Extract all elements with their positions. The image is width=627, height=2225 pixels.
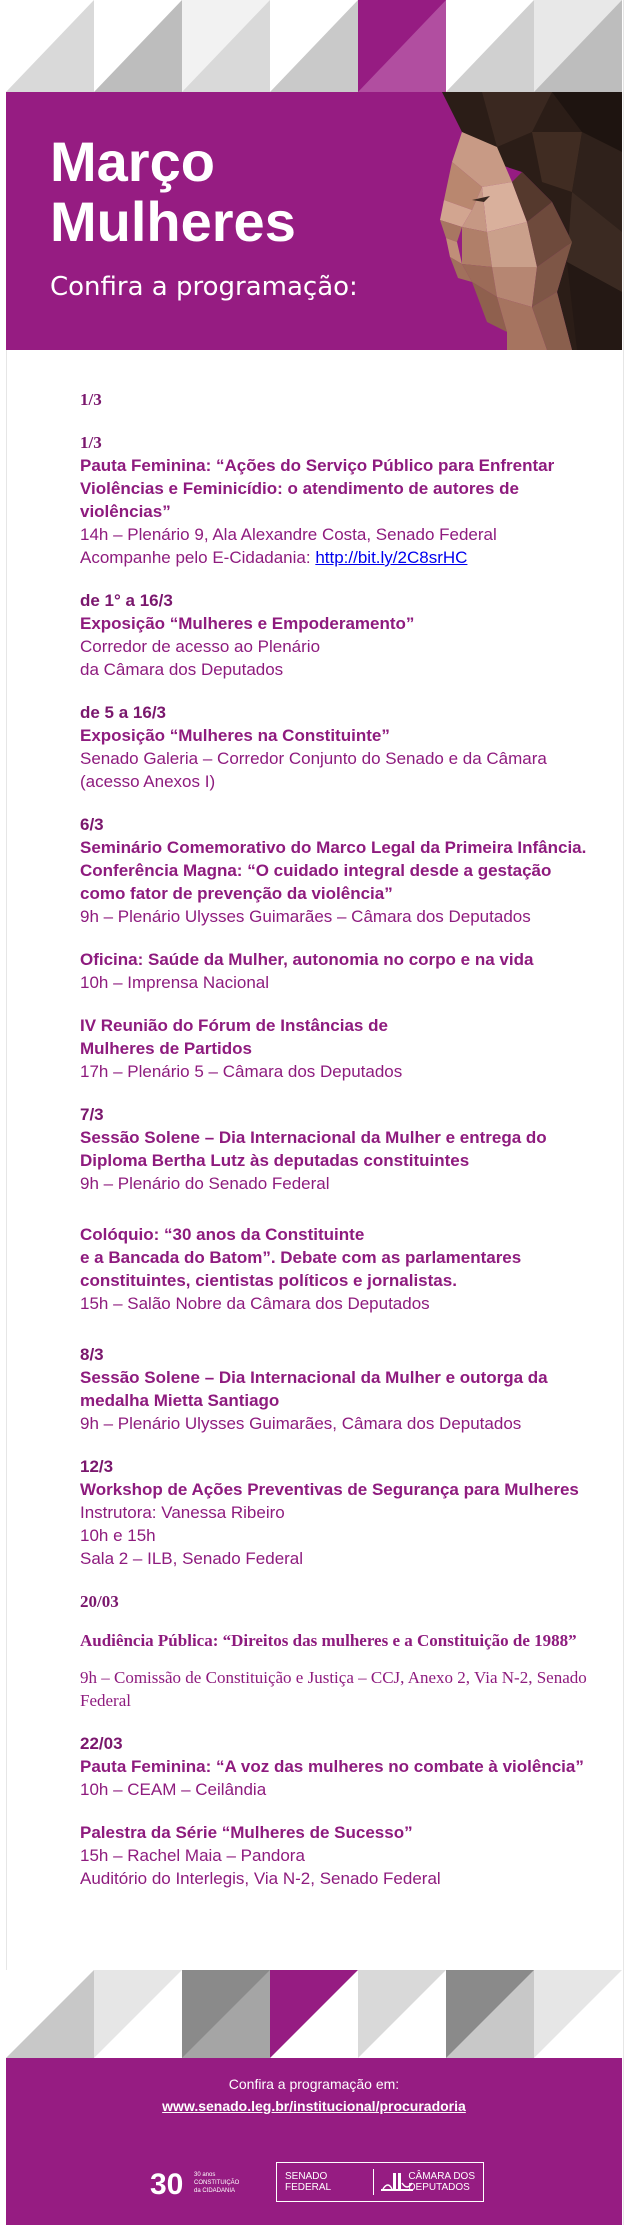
event-item	[80, 701, 600, 793]
bottom-triangle-band	[6, 1970, 622, 2058]
event-detail: 9h – Plenário do Senado Federal	[80, 1174, 330, 1193]
event-date: 1/3	[80, 433, 102, 452]
event-date: de 5 a 16/3	[80, 703, 167, 722]
logo-divider	[373, 2169, 374, 2195]
event-date: 22/03	[80, 1734, 123, 1753]
senado-federal-logo-text: SENADO FEDERAL	[285, 2171, 332, 2193]
header-banner	[6, 92, 622, 350]
event-title: Exposição “Mulheres e Empoderamento”	[80, 614, 415, 633]
page-subtitle: Confira a programação:	[50, 272, 358, 302]
event-item	[80, 1732, 600, 1801]
event-date: 1/3	[80, 390, 102, 409]
footer-link[interactable]: www.senado.leg.br/institucional/procuradoria	[162, 2098, 466, 2114]
event-item	[80, 431, 600, 569]
event-item	[80, 1455, 600, 1570]
event-detail: 10h e 15h	[80, 1526, 156, 1545]
ecidadania-link[interactable]: http://bit.ly/2C8srHC	[315, 548, 468, 567]
event-title-line	[80, 1478, 600, 1524]
top-triangle-band	[6, 0, 622, 92]
woman-profile-illustration	[322, 92, 622, 350]
event-item	[80, 1103, 600, 1195]
event-date: 20/03	[80, 1592, 119, 1611]
constituicao-30-anos-logo	[150, 2164, 240, 2202]
camara-deputados-logo-text: CÂMARA DOS DEPUTADOS	[408, 2171, 475, 2193]
event-detail-link-line: Acompanhe pelo E-Cidadania: http://bit.ly/2C8srHC	[80, 548, 468, 567]
footer	[6, 2058, 622, 2225]
event-detail: 9h – Plenário Ulysses Guimarães, Câmara dos Deputados	[80, 1414, 522, 1433]
senado-camara-logo	[276, 2162, 484, 2202]
event-item	[80, 948, 600, 994]
event-detail: 15h – Salão Nobre da Câmara dos Deputados	[80, 1294, 430, 1313]
logo-30-number: 30	[150, 2168, 184, 2201]
event-item	[80, 1014, 600, 1083]
event-title: Sessão Solene – Dia Internacional da Mulher e entrega do Diploma Bertha Lutz às deputadas constituintes	[80, 1128, 547, 1170]
event-title: Sessão Solene – Dia Internacional da Mulher e outorga da medalha Mietta Santiago	[80, 1368, 548, 1410]
event-title: Seminário Comemorativo do Marco Legal da Primeira Infância. Conferência Magna: “O cuidado integral desde a gestação como fator de prevenção da violência”	[80, 838, 587, 903]
event-detail: Corredor de acesso ao Plenário	[80, 637, 321, 656]
page-title: Março Mulheres	[50, 130, 296, 253]
event-detail: Auditório do Interlegis, Via N-2, Senado Federal	[80, 1869, 441, 1888]
event-item	[80, 1223, 600, 1315]
event-title: Pauta Feminina: “A voz das mulheres no combate à violência”	[80, 1757, 584, 1776]
event-title: Audiência Pública: “Direitos das mulheres e a Constituição de 1988”	[80, 1631, 577, 1650]
event-detail: Senado Galeria – Corredor Conjunto do Senado e da Câmara (acesso Anexos I)	[80, 749, 547, 791]
program-list	[80, 388, 600, 1910]
event-date: 12/3	[80, 1457, 114, 1476]
event-title: Exposição “Mulheres na Constituinte”	[80, 726, 390, 745]
event-date-header	[80, 388, 600, 411]
logo-30-icon	[150, 2164, 240, 2202]
event-detail: Sala 2 – ILB, Senado Federal	[80, 1549, 304, 1568]
event-title: Palestra da Série “Mulheres de Sucesso”	[80, 1823, 413, 1842]
event-item	[80, 813, 600, 928]
event-title: Colóquio: “30 anos da Constituinte	[80, 1225, 365, 1244]
event-title: Pauta Feminina: “Ações do Serviço Público para Enfrentar Violências e Feminicídio: o atendimento de autores de violências”	[80, 456, 555, 521]
event-title: Workshop de Ações Preventivas de Segurança para Mulheres	[80, 1480, 579, 1499]
event-item	[80, 589, 600, 681]
logo-30-text: da CIDADANIA	[194, 2188, 236, 2194]
event-detail: 10h – CEAM – Ceilândia	[80, 1780, 267, 1799]
event-date: de 1° a 16/3	[80, 591, 173, 610]
event-date: 8/3	[80, 1345, 104, 1364]
event-detail: 9h – Plenário Ulysses Guimarães – Câmara dos Deputados	[80, 907, 531, 926]
event-title: Oficina: Saúde da Mulher, autonomia no corpo e na vida	[80, 950, 534, 969]
event-item	[80, 1343, 600, 1435]
event-detail: 17h – Plenário 5 – Câmara dos Deputados	[80, 1062, 403, 1081]
event-detail: 9h – Comissão de Constituição e Justiça – CCJ, Anexo 2, Via N-2, Senado Federal	[80, 1668, 587, 1710]
event-title: IV Reunião do Fórum de Instâncias de	[80, 1016, 388, 1035]
event-instructor: Instrutora: Vanessa Ribeiro	[80, 1503, 285, 1522]
event-detail: da Câmara dos Deputados	[80, 660, 284, 679]
logo-30-text: CONSTITUIÇÃO	[194, 2180, 240, 2186]
event-item	[80, 1821, 600, 1890]
event-date: 7/3	[80, 1105, 104, 1124]
event-item	[80, 1590, 600, 1712]
event-detail: 10h – Imprensa Nacional	[80, 973, 270, 992]
event-detail: 15h – Rachel Maia – Pandora	[80, 1846, 305, 1865]
event-title: Mulheres de Partidos	[80, 1039, 252, 1058]
footer-text: Confira a programação em:	[228, 2076, 400, 2092]
event-title: e a Bancada do Batom”. Debate com as parlamentares constituintes, cientistas políticos e jornalistas.	[80, 1248, 522, 1290]
event-date: 6/3	[80, 815, 104, 834]
logo-30-text: 30 anos	[194, 2172, 216, 2178]
event-detail: 14h – Plenário 9, Ala Alexandre Costa, Senado Federal	[80, 525, 497, 544]
